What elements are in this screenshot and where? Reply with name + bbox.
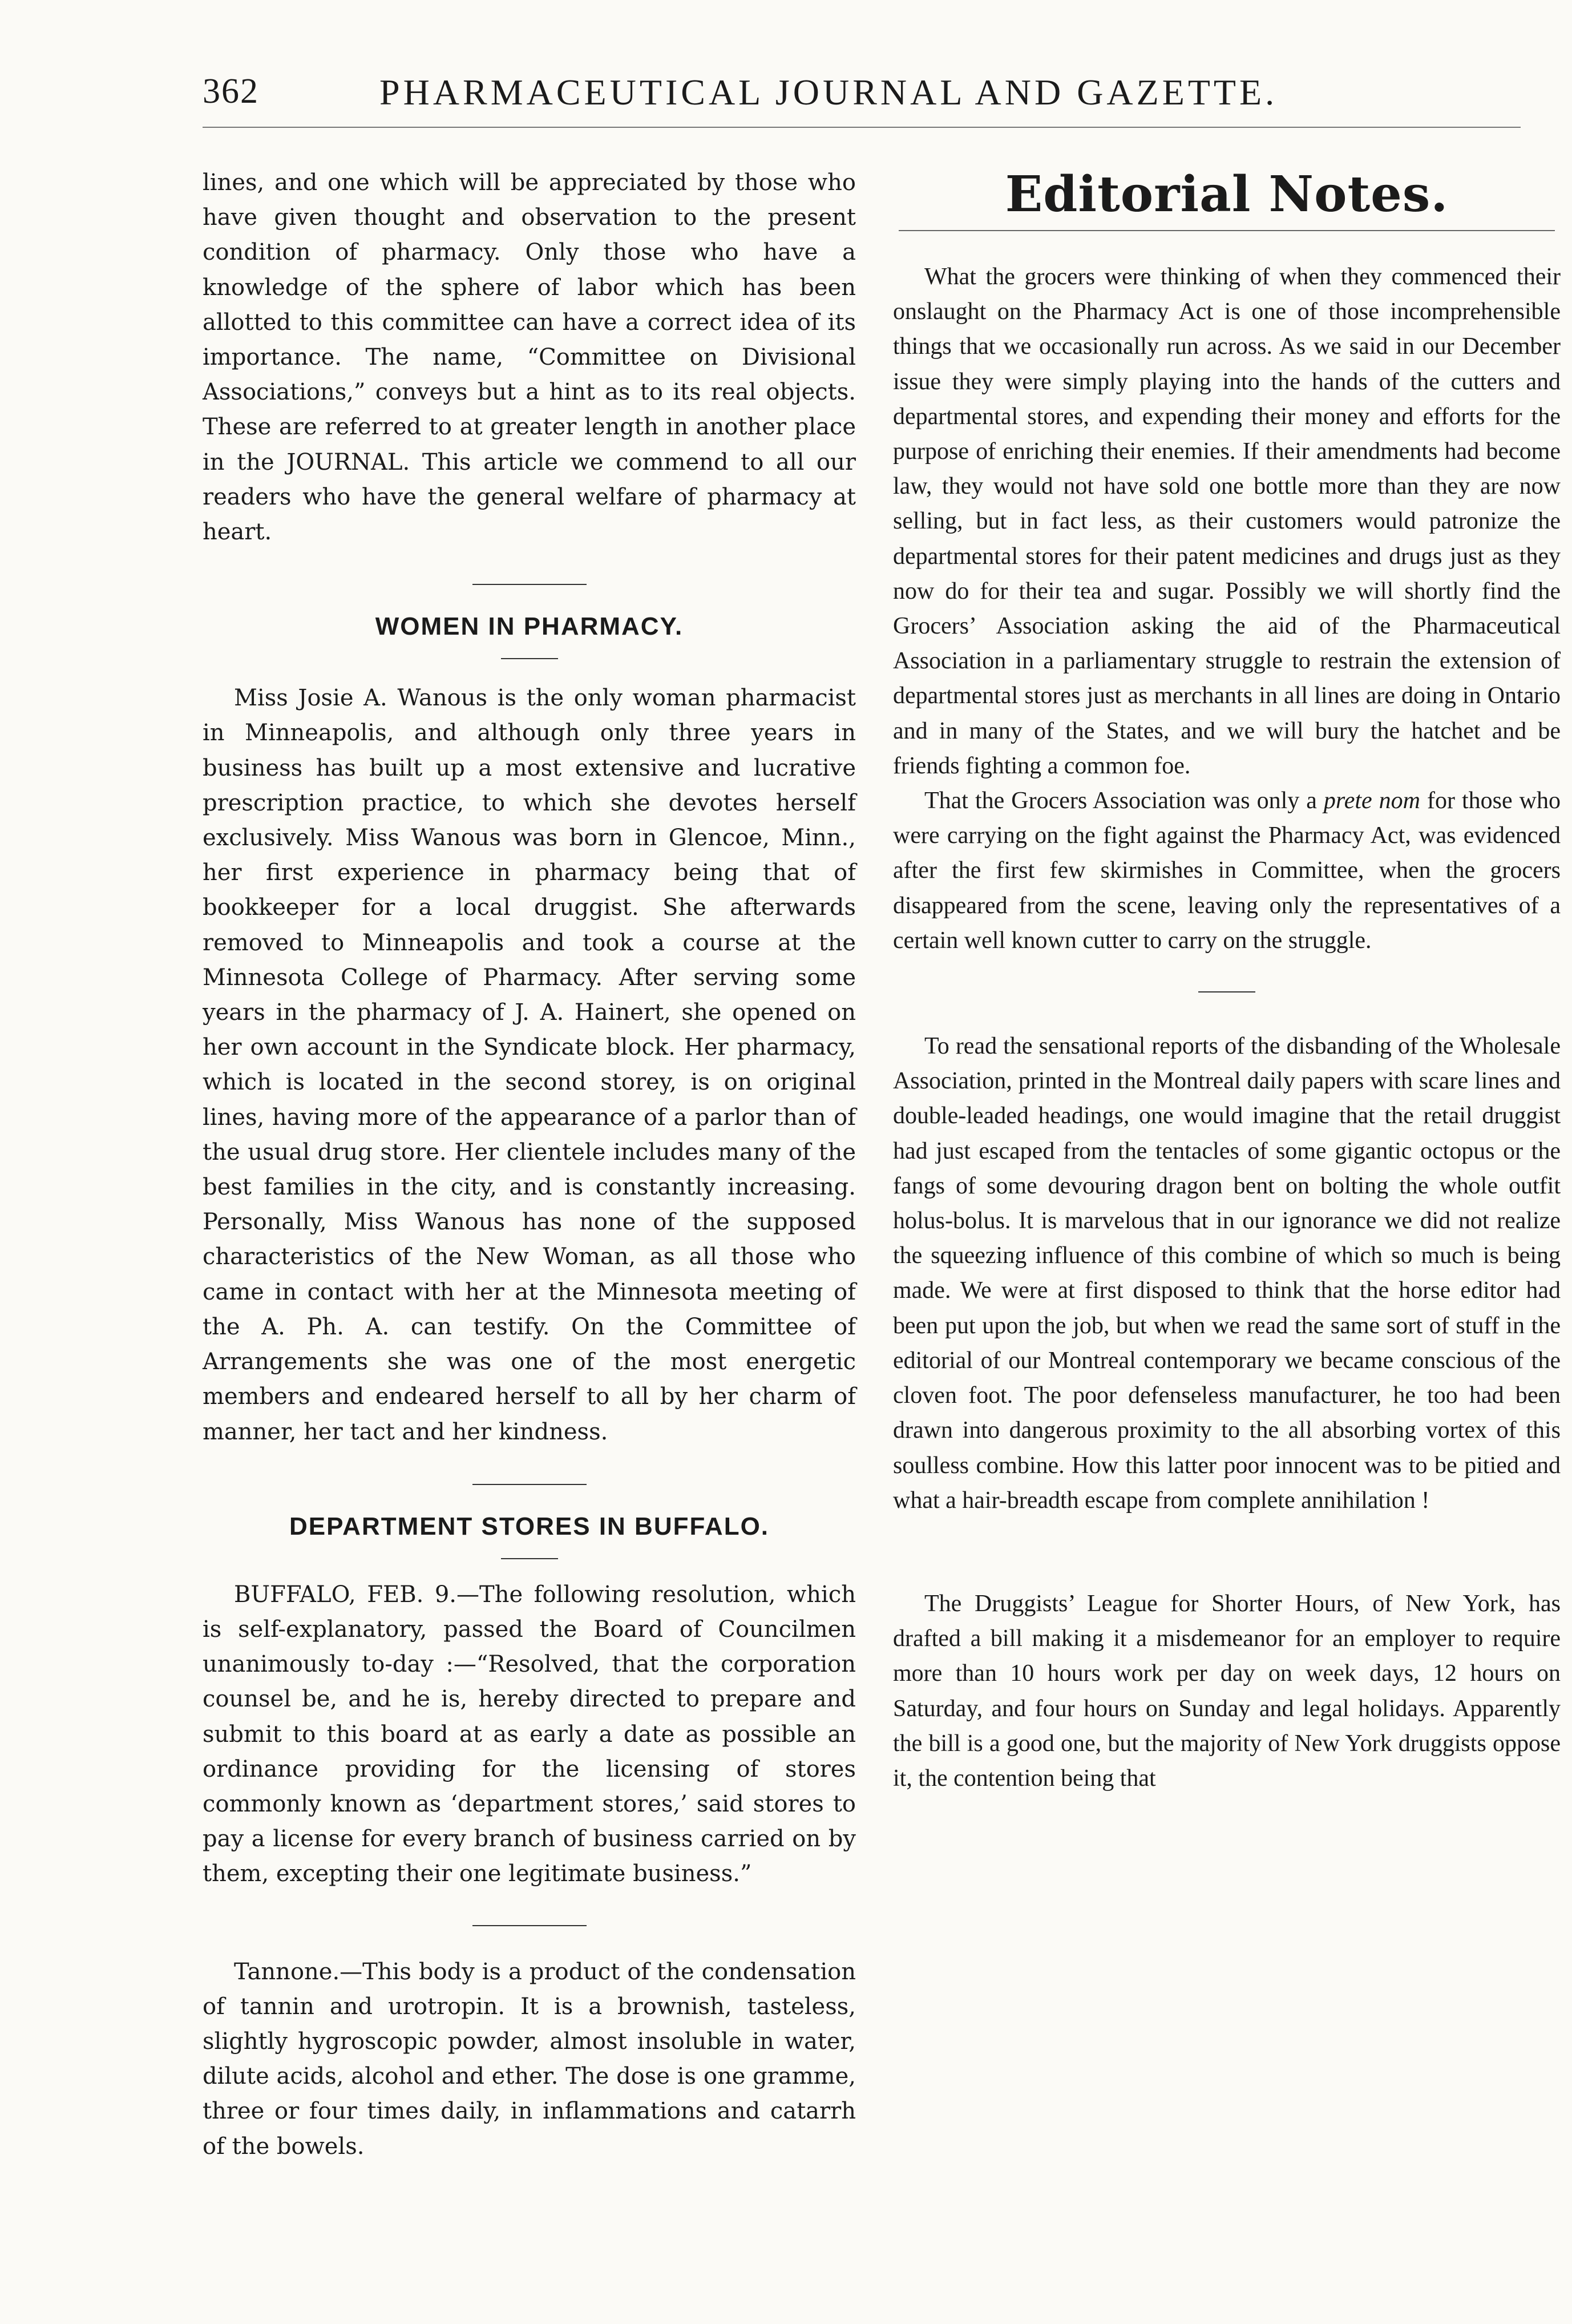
journal-title: PHARMACEUTICAL JOURNAL AND GAZETTE. (379, 72, 1278, 112)
section-divider (472, 1484, 587, 1485)
editorial-title-rule (899, 230, 1555, 231)
right-column (893, 166, 1561, 1796)
department-stores-text: —The following resolution, which is self-explanatory, passed the Board of Councilmen unanimously to-day :—“Resolved, that the corporation counsel be, and he is, hereby directed to prepare and submit to this board at as early a date as possible an ordinance providing for the licensing of stores commonly known as ‘department stores,’ said stores to pay a license for every branch of business carried on by them, excepting their one legitimate business.” (203, 1581, 856, 1887)
dateline: BUFFALO, FEB. 9. (234, 1581, 457, 1608)
left-column (203, 166, 856, 2164)
section-divider (472, 584, 587, 585)
intro-paragraph: lines, and one which will be appreciated by those who have given thought and observation to the present condition of pharmacy. Only those who have a knowledge of the sphere of labor which has been allotted to this committee can have a correct idea of its importance. The name, “Committee on Divisional Associations,” conveys but a hint as to its real objects. These are referred to at greater length in another place in the JOURNAL. This article we commend to all our readers who have the general welfare of pharmacy at heart. (203, 170, 856, 546)
section-divider (1198, 991, 1255, 992)
editorial-paragraph-shorter-hours: The Druggists’ League for Shorter Hours, of New York, has drafted a bill making it a misdemeanor for an employer to require more than 10 hours work per day on week days, 12 hours on Saturday, and four hours on Sunday and legal holidays. Apparently the bill is a good one, but the majority of New York druggists oppose it, the contention being that (893, 1590, 1561, 1792)
heading-underline (501, 658, 558, 659)
heading-underline (501, 1558, 558, 1559)
tannone-paragraph: Tannone.—This body is a product of the condensation of tannin and urotropin. It is a brownish, tasteless, slightly hygroscopic powder, almost insoluble in water, dilute acids, alcohol and ether. The dose is one gramme, three or four times daily, in inflammations and catarrh of the bowels. (203, 1958, 856, 2160)
editorial-paragraph-prete-nom (893, 784, 1561, 958)
para2-start: That the Grocers Association was only a (924, 788, 1324, 814)
section-divider (472, 1925, 587, 1926)
department-stores-heading: DEPARTMENT STORES IN BUFFALO. (289, 1512, 770, 1540)
women-in-pharmacy-paragraph: Miss Josie A. Wanous is the only woman pharmacist in Minneapolis, and although only three years in business has built up a most extensive and lucrative prescription practice, to which she devotes herself exclusively. Miss Wanous was born in Glencoe, Minn., her first experience in pharmacy being that of bookkeeper for a local druggist. She afterwards removed to Minneapolis and took a course at the Minnesota College of Pharmacy. After serving some years in the pharmacy of J. A. Hainert, she opened on her own account in the Syndicate block. Her pharmacy, which is located in the second storey, is on original lines, having more of the appearance of a parlor than of the usual drug store. Her clientele includes many of the best families in the city, and is constantly increasing. Personally, Miss Wanous has none of the supposed characteristics of the New Woman, as all those who came in contact with her at the Minnesota meeting of the A. Ph. A. can testify. On the Committee of Arrangements she was one of the most energetic members and endeared herself to all by her charm of manner, her tact and her kindness. (203, 685, 856, 1445)
page-number: 362 (203, 72, 259, 111)
women-in-pharmacy-heading: WOMEN IN PHARMACY. (375, 612, 684, 641)
section-gap (893, 1518, 1561, 1587)
header-rule (203, 127, 1521, 128)
editorial-notes-title: Editorial Notes. (1005, 166, 1449, 223)
editorial-paragraph-wholesale: To read the sensational reports of the disbanding of the Wholesale Association, printed in the Montreal daily papers with scare lines and double-leaded headings, one would imagine that the retail druggist had just escaped from the tentacles of some gigantic octopus or the fangs of some devouring dragon bent on bolting the whole outfit holus-bolus. It is marvelous that in our ignorance we did not realize the squeezing influence of this combine of which so much is being made. We were at first disposed to think that the horse editor had been put upon the job, but when we read the same sort of stuff in the editorial of our Montreal contemporary we became conscious of the cloven foot. The poor defenseless manufacturer, he too had been drawn into dangerous proximity to the all absorbing vortex of this soulless combine. How this latter poor innocent was to be pitied and what a hair-breadth escape from complete annihilation ! (893, 1033, 1561, 1514)
para2-italic: prete nom (1323, 788, 1420, 814)
page-header (203, 66, 1572, 123)
department-stores-paragraph (203, 1577, 856, 1892)
para2-end: for those who were carrying on the fight against the Pharmacy Act, was evidenced after the first few skirmishes in Committee, when the grocers disappeared from the scene, leaving only the representatives of a certain well known cutter to carry on the struggle. (893, 788, 1561, 954)
editorial-paragraph-grocers: What the grocers were thinking of when they commenced their onslaught on the Pharmacy Act is one of those incomprehensible things that we occasionally run across. As we said in our December issue they were simply playing into the hands of the cutters and departmental stores, and expending their money and efforts for the purpose of enriching their enemies. If their amendments had become law, they would not have sold one bottle more than they are now selling, but in fact less, as their customers would patronize the departmental stores for their patent medicines and drugs just as they now do for their tea and sugar. Possibly we will shortly find the Grocers’ Association asking the aid of the Pharmaceutical Association in a parliamentary struggle to restrain the extension of departmental stores just as merchants in all lines are doing in Ontario and in many of the States, and we will bury the hatchet and be friends fighting a common foe. (893, 264, 1561, 779)
